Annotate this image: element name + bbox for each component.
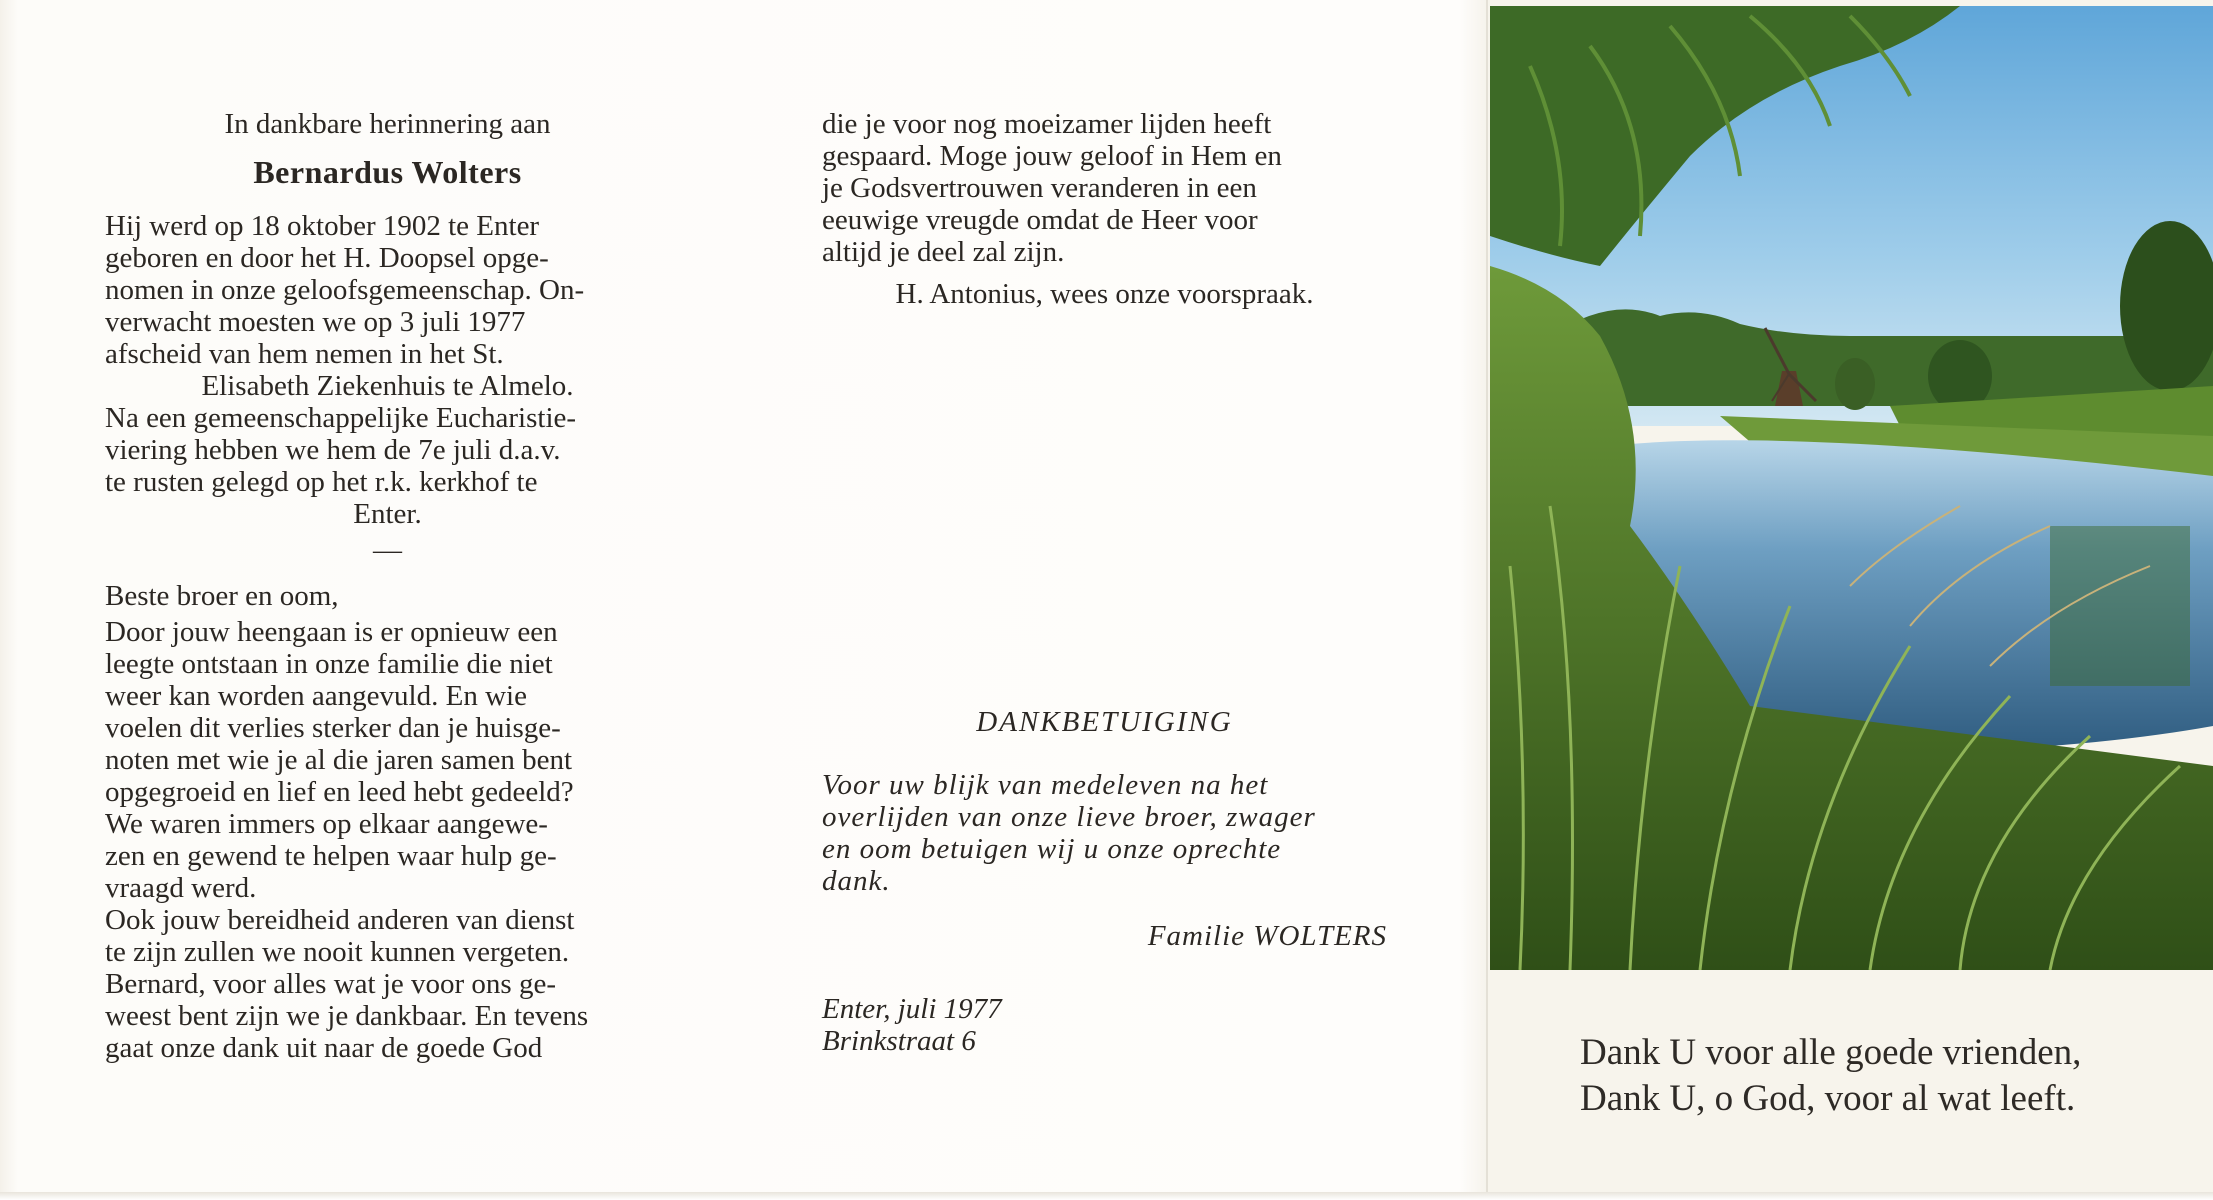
- verse-line-1: Dank U voor alle goede vrienden,: [1580, 1032, 2082, 1073]
- bio-line: Hij werd op 18 oktober 1902 te Enter: [105, 210, 540, 242]
- bio-line: nomen in onze geloofsgemeenschap. On-: [105, 274, 585, 306]
- tree: [1835, 358, 1875, 410]
- letter-line: Bernard, voor alles wat je voor ons ge-: [105, 968, 556, 1000]
- letter-line: eeuwige vreugde omdat de Heer voor: [822, 204, 1258, 236]
- thanks-line: dank.: [822, 865, 891, 897]
- deceased-name: Bernardus Wolters: [253, 154, 522, 190]
- thanks-line: overlijden van onze lieve broer, zwager: [822, 801, 1316, 833]
- thanks-line: Voor uw blijk van medeleven na het: [822, 769, 1269, 801]
- letter-line: Ook jouw bereidheid anderen van dienst: [105, 904, 575, 936]
- letter-line: die je voor nog moeizamer lijden heeft: [822, 108, 1272, 140]
- reflection: [2050, 526, 2190, 686]
- letter-line: altijd je deel zal zijn.: [822, 236, 1065, 268]
- place-and-address: [822, 993, 1387, 1057]
- landscape-windmill-photo: [1490, 6, 2213, 970]
- letter-continuation: [822, 108, 1387, 268]
- letter-line: opgegroeid en lief en leed hebt gedeeld?: [105, 776, 574, 808]
- letter-line: te zijn zullen we nooit kunnen vergeten.: [105, 936, 570, 968]
- landscape-photo-icon: [1490, 6, 2213, 970]
- letter-body: [105, 616, 670, 1064]
- letter-line: noten met wie je al die jaren samen bent: [105, 744, 573, 776]
- bio-line: Elisabeth Ziekenhuis te Almelo.: [201, 370, 574, 402]
- biography: [105, 210, 670, 530]
- thanks-line: en oom betuigen wij u onze oprechte: [822, 833, 1282, 865]
- burial-line: Na een gemeenschappelijke Eucharistie-: [105, 402, 577, 434]
- burial-line: te rusten gelegd op het r.k. kerkhof te: [105, 466, 538, 498]
- letter-line: Door jouw heengaan is er opnieuw een: [105, 616, 558, 648]
- middle-panel: [822, 108, 1387, 1057]
- place-date: Enter, juli 1977: [822, 993, 1002, 1025]
- letter-line: zen en gewend te helpen waar hulp ge-: [105, 840, 557, 872]
- letter-line: je Godsvertrouwen veranderen in een: [822, 172, 1257, 204]
- burial-line: viering hebben we hem de 7e juli d.a.v.: [105, 434, 561, 466]
- bio-line: verwacht moesten we op 3 juli 1977: [105, 306, 526, 338]
- intro-text: In dankbare herinnering aan: [224, 108, 551, 140]
- card-edge-shadow: [0, 1192, 2213, 1200]
- verse: [1580, 1030, 2200, 1122]
- letter-line: leegte ontstaan in onze familie die niet: [105, 648, 553, 680]
- prayer-line: H. Antonius, wees onze voorspraak.: [895, 278, 1314, 310]
- letter-line: gaat onze dank uit naar de goede God: [105, 1032, 543, 1064]
- address: Brinkstraat 6: [822, 1025, 976, 1057]
- family-signature: Familie WOLTERS: [1147, 920, 1387, 952]
- letter-line: voelen dit verlies sterker dan je huisge-: [105, 712, 561, 744]
- thanks-title: DANKBETUIGING: [976, 706, 1233, 738]
- letter-line: gespaard. Moge jouw geloof in Hem en: [822, 140, 1282, 172]
- letter-line: vraagd werd.: [105, 872, 257, 904]
- letter-line: weest bent zijn we je dankbaar. En tevens: [105, 1000, 589, 1032]
- bio-line: afscheid van hem nemen in het St.: [105, 338, 504, 370]
- separator-dash: —: [373, 534, 402, 566]
- letter-line: weer kan worden aangevuld. En wie: [105, 680, 527, 712]
- letter-line: We waren immers op elkaar aangewe-: [105, 808, 548, 840]
- bio-line: geboren en door het H. Doopsel opge-: [105, 242, 549, 274]
- thanks-text: [822, 769, 1387, 897]
- salutation: Beste broer en oom,: [105, 580, 339, 612]
- verse-line-2: Dank U, o God, voor al wat leeft.: [1580, 1078, 2076, 1119]
- left-panel: [105, 108, 670, 1064]
- burial-line: Enter.: [353, 498, 422, 530]
